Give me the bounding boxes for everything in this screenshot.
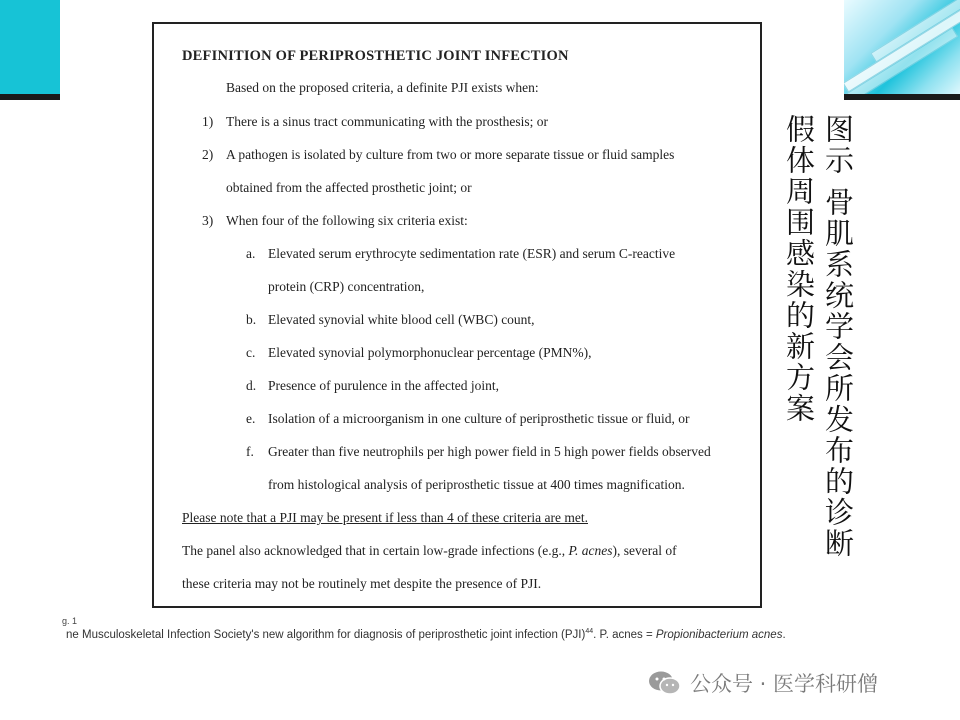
document-title: DEFINITION OF PERIPROSTHETIC JOINT INFECTION [182, 48, 569, 64]
sub-criteria-text: Elevated synovial polymorphonuclear percentage (PMN%), [268, 345, 592, 360]
organism-name: P. acnes [568, 543, 613, 558]
sub-criteria-text-continued: from histological analysis of periprosthetic tissue at 400 times magnification. [268, 477, 685, 492]
criteria-number: 2) [202, 147, 214, 162]
sub-criteria-text: Elevated serum erythrocyte sedimentation rate (ESR) and serum C-reactive [268, 246, 676, 261]
criteria-item [202, 213, 468, 229]
criteria-item [202, 114, 549, 130]
sub-criteria-text: Presence of purulence in the affected joint, [268, 378, 500, 393]
panel-text [182, 543, 677, 559]
caption-text: . [782, 628, 786, 641]
sub-criteria-letter: e. [246, 411, 256, 426]
sub-criteria-letter: c. [246, 345, 256, 360]
criteria-text-continued: obtained from the affected prosthetic joint; or [226, 180, 472, 195]
caption-organism: Propionibacterium acnes [655, 628, 783, 641]
header-decoration-syringe [844, 0, 960, 100]
sub-criteria-item [246, 411, 690, 427]
caption-text: . P. acnes = [593, 628, 656, 641]
criteria-number: 1) [202, 114, 214, 129]
sub-criteria-letter: d. [246, 378, 257, 393]
caption-citation: 44 [585, 628, 594, 635]
panel-text-part: The panel also acknowledged that in certain low-grade infections (e.g., [182, 543, 569, 558]
sub-criteria-text-continued: protein (CRP) concentration, [268, 279, 425, 294]
sub-criteria-item [246, 246, 676, 262]
caption-vertical-col2: 假体周围感染的新方案 [782, 114, 816, 424]
caption-vertical-col1: 图示 骨肌系统学会所发布的诊断 [821, 114, 855, 560]
caption-text: ne Musculoskeletal Infection Society's new algorithm for diagnosis of periprosthetic joint infection (PJI) [66, 628, 586, 641]
watermark [648, 668, 878, 698]
sub-criteria-text: Isolation of a microorganism in one culture of periprosthetic tissue or fluid, or [268, 411, 690, 426]
panel-text: these criteria may not be routinely met despite the presence of PJI. [182, 576, 542, 591]
watermark-text: 公众号 · 医学科研僧 [690, 672, 879, 696]
note-text: Please note that a PJI may be present if less than 4 of these criteria are met. [182, 510, 588, 525]
header-decoration-left [0, 0, 60, 100]
document-intro: Based on the proposed criteria, a definite PJI exists when: [226, 80, 539, 95]
sub-criteria-item [246, 345, 592, 361]
sub-criteria-item [246, 444, 711, 460]
sub-criteria-text: Elevated synovial white blood cell (WBC) count, [268, 312, 535, 327]
figure-label: g. 1 [62, 616, 78, 626]
sub-criteria-item [246, 378, 500, 394]
criteria-text: A pathogen is isolated by culture from two or more separate tissue or fluid samples [226, 147, 675, 162]
wechat-icon [648, 670, 682, 696]
panel-text-part: ), several of [612, 543, 677, 558]
criteria-text: There is a sinus tract communicating with the prosthesis; or [226, 114, 549, 129]
sub-criteria-text: Greater than five neutrophils per high power field in 5 high power fields observed [268, 444, 711, 459]
sub-criteria-letter: f. [246, 444, 254, 459]
criteria-text: When four of the following six criteria exist: [226, 213, 468, 228]
sub-criteria-item [246, 312, 535, 328]
figure-caption [66, 628, 786, 641]
document-panel [152, 22, 762, 608]
sub-criteria-letter: a. [246, 246, 256, 261]
criteria-item [202, 147, 675, 163]
criteria-number: 3) [202, 213, 214, 228]
sub-criteria-letter: b. [246, 312, 257, 327]
